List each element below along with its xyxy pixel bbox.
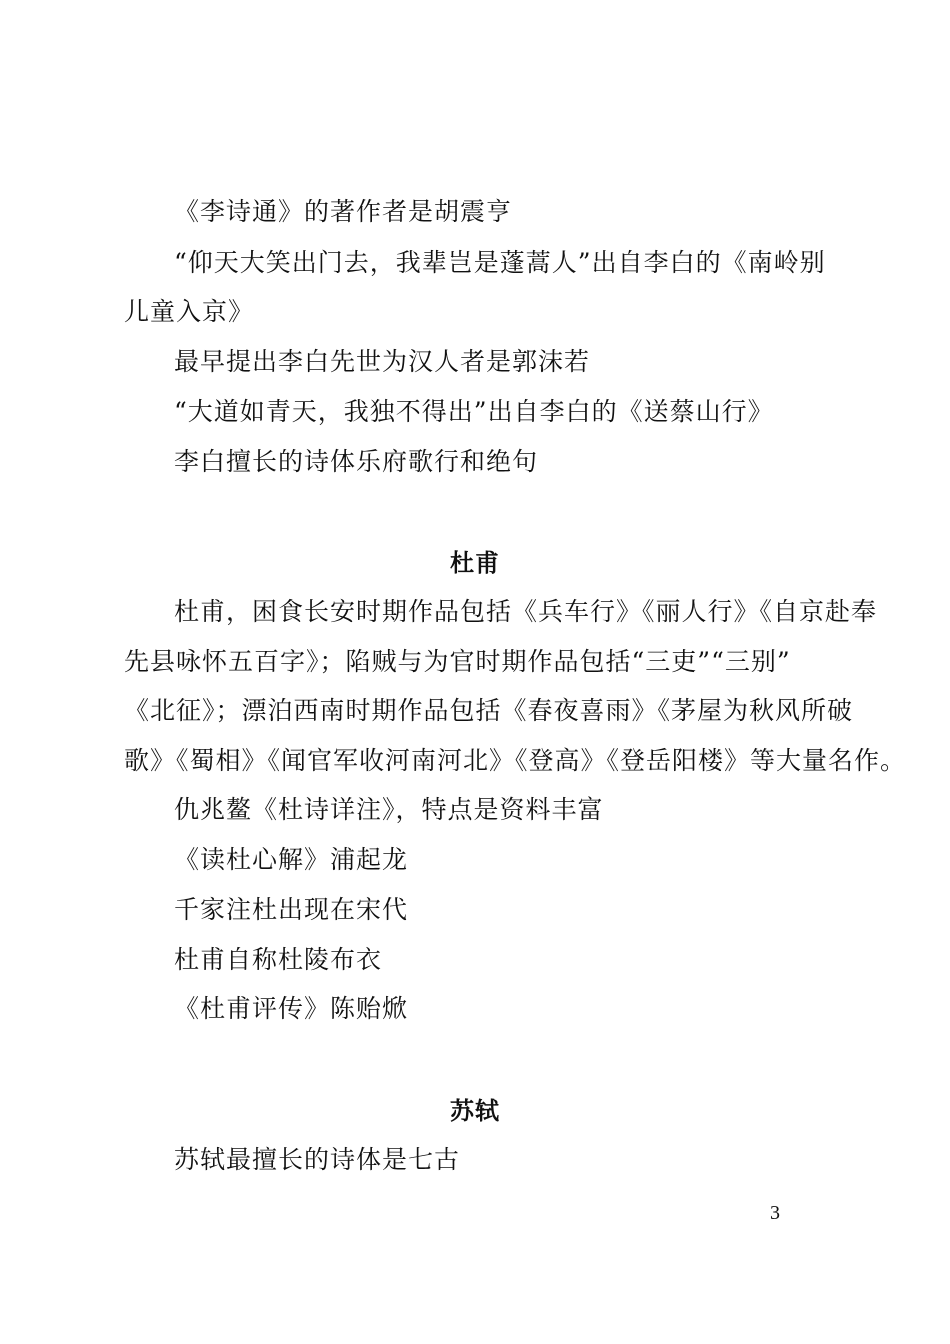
du-fu-para-line-1: 杜甫，困食长安时期作品包括《兵车行》《丽人行》《自京赴奉 xyxy=(174,597,878,626)
li-bai-line-1: 《李诗通》的著作者是胡震亨 xyxy=(174,197,513,226)
su-shi-heading: 苏轼 xyxy=(450,1097,500,1125)
du-fu-heading: 杜甫 xyxy=(450,549,500,577)
du-fu-item-5: 《杜甫评传》陈贻焮 xyxy=(174,994,409,1023)
su-shi-item-1: 苏轼最擅长的诗体是七古 xyxy=(174,1145,461,1174)
du-fu-item-3: 千家注杜出现在宋代 xyxy=(174,895,409,924)
li-bai-line-4: “大道如青天，我独不得出”出自李白的《送蔡山行》 xyxy=(174,397,774,426)
du-fu-para-line-3: 《北征》；漂泊西南时期作品包括《春夜喜雨》《茅屋为秋风所破 xyxy=(124,696,854,725)
li-bai-line-2b: 儿童入京》 xyxy=(124,297,255,326)
page-number: 3 xyxy=(770,1202,780,1224)
du-fu-item-2: 《读杜心解》浦起龙 xyxy=(174,845,409,874)
li-bai-line-5: 李白擅长的诗体乐府歌行和绝句 xyxy=(174,447,539,476)
li-bai-line-3: 最早提出李白先世为汉人者是郭沫若 xyxy=(174,347,591,376)
du-fu-item-4: 杜甫自称杜陵布衣 xyxy=(174,945,383,974)
du-fu-item-1: 仇兆鳌《杜诗详注》，特点是资料丰富 xyxy=(174,795,604,824)
du-fu-para-line-2: 先县咏怀五百字》；陷贼与为官时期作品包括“三吏”“三别” xyxy=(124,647,791,676)
du-fu-para-line-4: 歌》《蜀相》《闻官军收河南河北》《登高》《登岳阳楼》等大量名作。 xyxy=(124,746,907,775)
li-bai-line-2a: “仰天大笑出门去，我辈岂是蓬蒿人”出自李白的《南岭别 xyxy=(174,248,826,277)
